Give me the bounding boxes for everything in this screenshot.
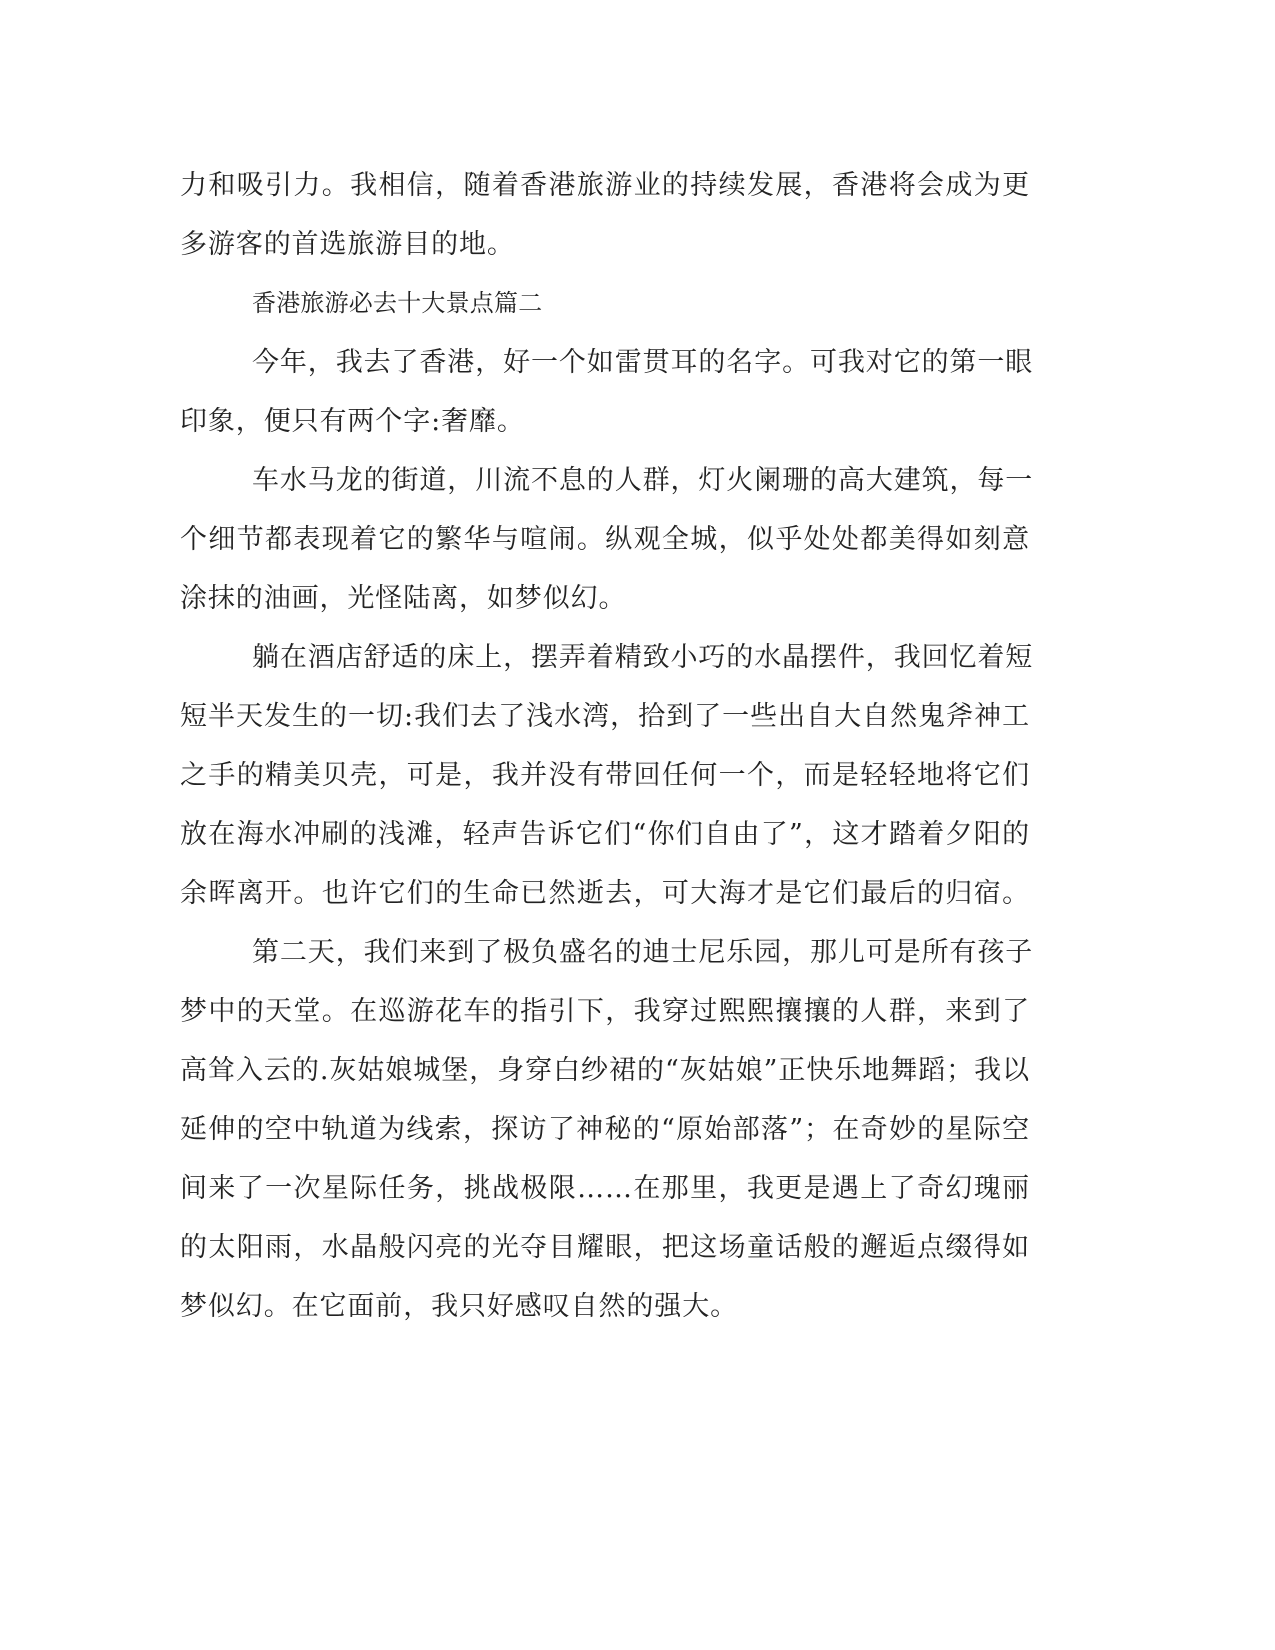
text-line: 力和吸引力。我相信，随着香港旅游业的持续发展，香港将会成为更 — [180, 170, 1030, 201]
text-line: 个细节都表现着它的繁华与喧闹。纵观全城，似乎处处都美得如刻意 — [180, 524, 1030, 555]
text-line: 涂抹的油画，光怪陆离，如梦似幻。 — [180, 583, 627, 614]
text-line: 印象，便只有两个字:奢靡。 — [180, 406, 525, 437]
text-line: 梦中的天堂。在巡游花车的指引下，我穿过熙熙攘攘的人群，来到了 — [180, 996, 1030, 1027]
text-line: 之手的精美贝壳，可是，我并没有带回任何一个，而是轻轻地将它们 — [180, 760, 1030, 791]
text-line: 放在海水冲刷的浅滩，轻声告诉它们“你们自由了”，这才踏着夕阳的 — [180, 819, 1030, 850]
text-line: 短半天发生的一切:我们去了浅水湾，拾到了一些出自大自然鬼斧神工 — [180, 701, 1030, 732]
text-line: 余晖离开。也许它们的生命已然逝去，可大海才是它们最后的归宿。 — [180, 878, 1030, 909]
text-line: 多游客的首选旅游目的地。 — [180, 229, 515, 260]
paragraph — [180, 333, 1034, 451]
text-line: 的太阳雨，水晶般闪亮的光夺目耀眼，把这场童话般的邂逅点缀得如 — [180, 1232, 1030, 1263]
text-line: 躺在酒店舒适的床上，摆弄着精致小巧的水晶摆件，我回忆着短 — [252, 642, 1034, 673]
paragraph — [180, 923, 1034, 1336]
text-line: 高耸入云的.灰姑娘城堡，身穿白纱裙的“灰姑娘”正快乐地舞蹈；我以 — [180, 1055, 1030, 1086]
paragraph — [180, 451, 1034, 628]
text-line: 间来了一次星际任务，挑战极限……在那里，我更是遇上了奇幻瑰丽 — [180, 1173, 1030, 1204]
text-line: 延伸的空中轨道为线索，探访了神秘的“原始部落”；在奇妙的星际空 — [180, 1114, 1030, 1145]
section-subtitle — [180, 274, 1030, 333]
text-line: 第二天，我们来到了极负盛名的迪士尼乐园，那儿可是所有孩子 — [252, 937, 1034, 968]
paragraph — [180, 156, 1030, 274]
document-body — [180, 156, 1034, 1336]
subtitle-line: 香港旅游必去十大景点篇二 — [252, 289, 543, 317]
text-line: 车水马龙的街道，川流不息的人群，灯火阑珊的高大建筑，每一 — [252, 465, 1034, 496]
paragraph — [180, 628, 1034, 923]
text-line: 梦似幻。在它面前，我只好感叹自然的强大。 — [180, 1291, 738, 1322]
text-line: 今年，我去了香港，好一个如雷贯耳的名字。可我对它的第一眼 — [252, 347, 1034, 378]
